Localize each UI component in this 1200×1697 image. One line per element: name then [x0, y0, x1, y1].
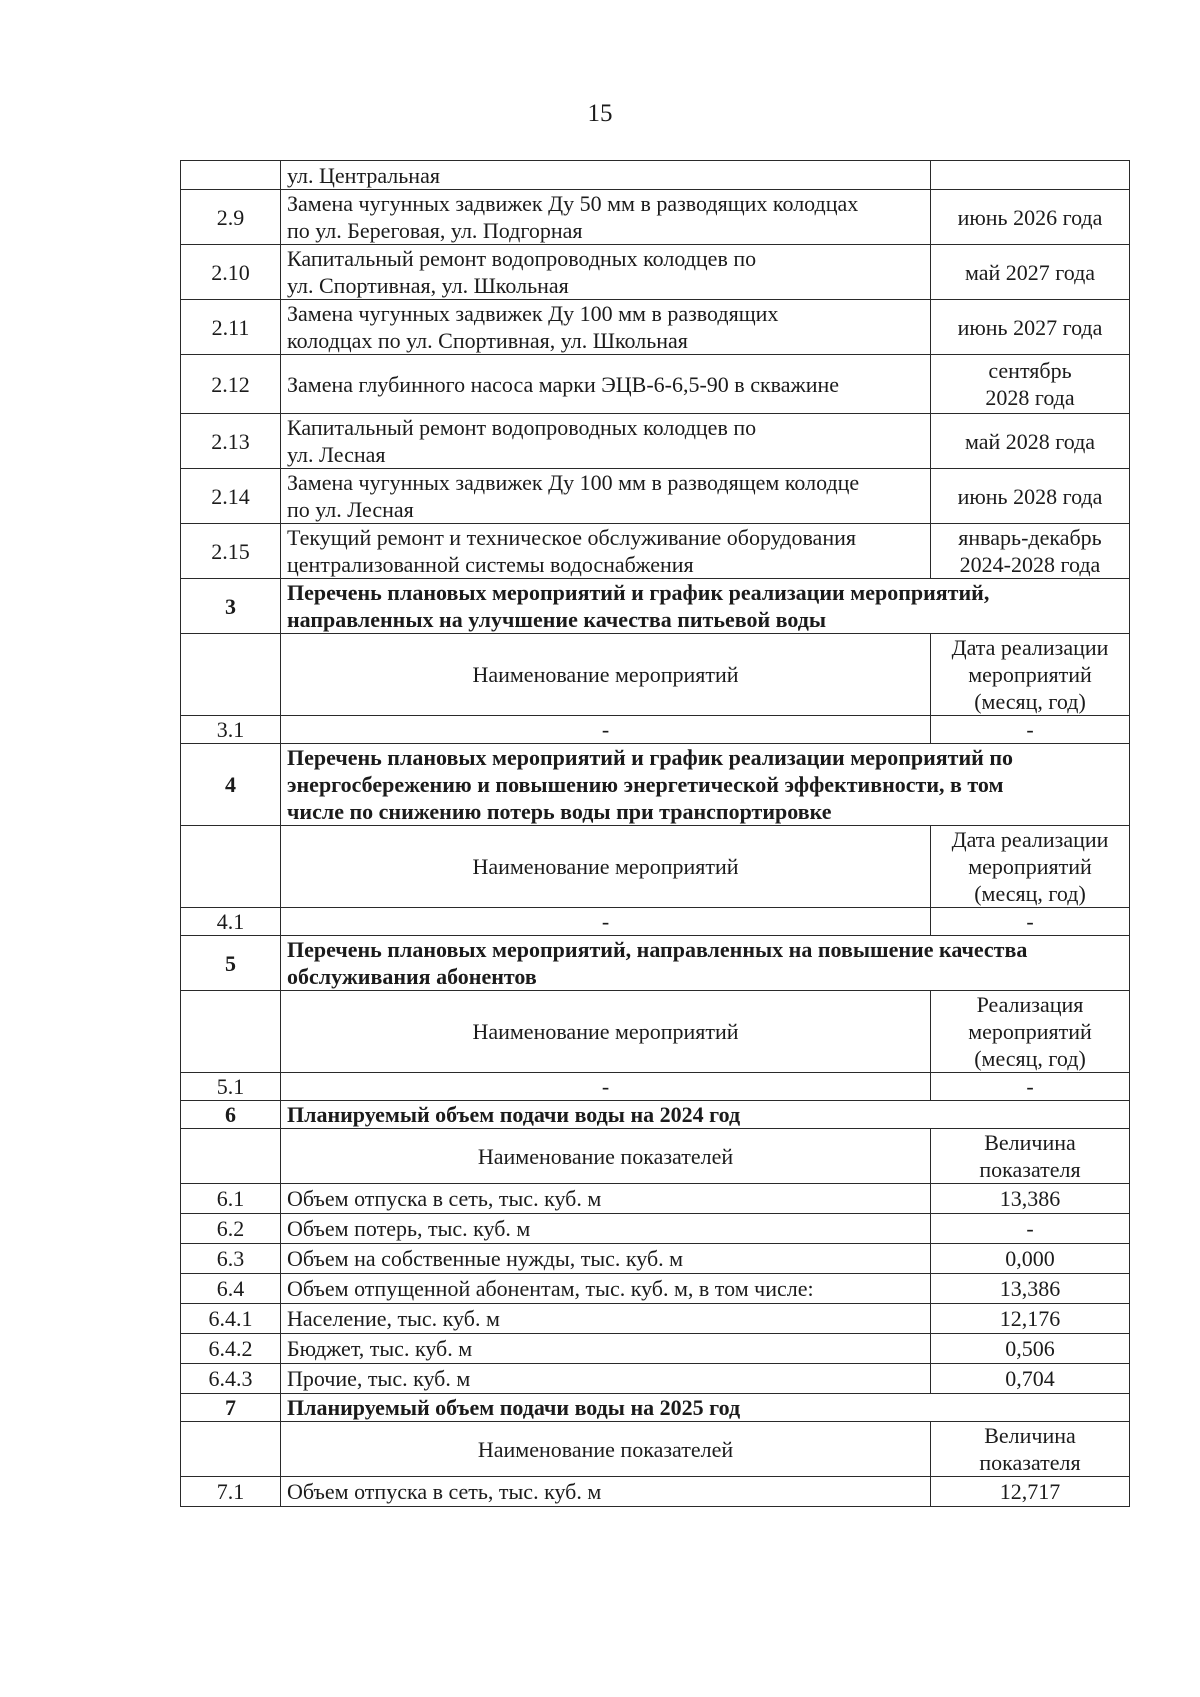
- section-header-row: [181, 1101, 1130, 1129]
- table-row: [181, 1477, 1130, 1507]
- column-header-name: Наименование показателей: [281, 1129, 931, 1184]
- column-header-row: [181, 1422, 1130, 1477]
- section-header-row: [181, 579, 1130, 634]
- table-row: [181, 1364, 1130, 1394]
- row-number: 6.4.1: [181, 1304, 281, 1334]
- table-row: [181, 524, 1130, 579]
- row-number: 4.1: [181, 908, 281, 936]
- row-name: Бюджет, тыс. куб. м: [281, 1334, 931, 1364]
- table-row: [181, 716, 1130, 744]
- section-header-row: [181, 1394, 1130, 1422]
- row-name: Прочие, тыс. куб. м: [281, 1364, 931, 1394]
- row-number: 2.11: [181, 300, 281, 355]
- row-name: Капитальный ремонт водопроводных колодцев по ул. Спортивная, ул. Школьная: [281, 245, 931, 300]
- row-date: -: [931, 1073, 1130, 1101]
- row-name: Замена чугунных задвижек Ду 50 мм в разводящих колодцах по ул. Береговая, ул. Подгорная: [281, 190, 931, 245]
- row-value: 0,506: [931, 1334, 1130, 1364]
- row-value: 0,704: [931, 1364, 1130, 1394]
- row-name: Замена чугунных задвижек Ду 100 мм в разводящем колодце по ул. Лесная: [281, 469, 931, 524]
- row-number: 6.1: [181, 1184, 281, 1214]
- column-header-name: Наименование мероприятий: [281, 991, 931, 1073]
- section-number: 5: [181, 936, 281, 991]
- row-date: сентябрь 2028 года: [931, 355, 1130, 414]
- table-row: [181, 1244, 1130, 1274]
- row-number: 6.4: [181, 1274, 281, 1304]
- row-date: июнь 2026 года: [931, 190, 1130, 245]
- row-number: 2.13: [181, 414, 281, 469]
- column-header-row: [181, 826, 1130, 908]
- row-number: 5.1: [181, 1073, 281, 1101]
- section-title: Планируемый объем подачи воды на 2025 год: [281, 1394, 1130, 1422]
- row-name: Население, тыс. куб. м: [281, 1304, 931, 1334]
- row-date: июнь 2027 года: [931, 300, 1130, 355]
- row-number: [181, 161, 281, 190]
- column-header-row: [181, 634, 1130, 716]
- row-date: май 2028 года: [931, 414, 1130, 469]
- row-number: 7.1: [181, 1477, 281, 1507]
- row-name: Замена глубинного насоса марки ЭЦВ-6-6,5-90 в скважине: [281, 355, 931, 414]
- table-row: [181, 161, 1130, 190]
- row-date: январь-декабрь 2024-2028 года: [931, 524, 1130, 579]
- row-date: июнь 2028 года: [931, 469, 1130, 524]
- row-value: 12,717: [931, 1477, 1130, 1507]
- row-number: 2.12: [181, 355, 281, 414]
- section-number: 7: [181, 1394, 281, 1422]
- table-row: [181, 300, 1130, 355]
- section-number: 4: [181, 744, 281, 826]
- row-name: Замена чугунных задвижек Ду 100 мм в разводящих колодцах по ул. Спортивная, ул. Школьная: [281, 300, 931, 355]
- table-row: [181, 355, 1130, 414]
- page-number: 15: [587, 100, 613, 127]
- row-name: Текущий ремонт и техническое обслуживание оборудования централизованной системы водоснабжения: [281, 524, 931, 579]
- section-title: Перечень плановых мероприятий и график реализации мероприятий, направленных на улучшение качества питьевой воды: [281, 579, 1130, 634]
- row-value: 0,000: [931, 1244, 1130, 1274]
- table-row: [181, 1073, 1130, 1101]
- row-number: 2.10: [181, 245, 281, 300]
- row-name: -: [281, 1073, 931, 1101]
- section-number: 3: [181, 579, 281, 634]
- table-row: [181, 245, 1130, 300]
- row-name: Объем отпуска в сеть, тыс. куб. м: [281, 1477, 931, 1507]
- row-name: -: [281, 716, 931, 744]
- row-number: 6.3: [181, 1244, 281, 1274]
- column-header-value: Величина показателя: [931, 1129, 1130, 1184]
- table-row: [181, 469, 1130, 524]
- section-header-row: [181, 936, 1130, 991]
- column-header-date: Дата реализации мероприятий (месяц, год): [931, 826, 1130, 908]
- column-header-name: Наименование мероприятий: [281, 826, 931, 908]
- row-name: Капитальный ремонт водопроводных колодцев по ул. Лесная: [281, 414, 931, 469]
- table-row: [181, 1334, 1130, 1364]
- table-row: [181, 190, 1130, 245]
- row-date: май 2027 года: [931, 245, 1130, 300]
- column-header-name: Наименование показателей: [281, 1422, 931, 1477]
- column-header-date: Реализация мероприятий (месяц, год): [931, 991, 1130, 1073]
- row-number: 6.4.2: [181, 1334, 281, 1364]
- row-name: -: [281, 908, 931, 936]
- section-title: Перечень плановых мероприятий, направленных на повышение качества обслуживания абонентов: [281, 936, 1130, 991]
- section-number: 6: [181, 1101, 281, 1129]
- column-header-row: [181, 1129, 1130, 1184]
- table-row: [181, 1184, 1130, 1214]
- row-number: 2.14: [181, 469, 281, 524]
- table-row: [181, 1214, 1130, 1244]
- section-title: Перечень плановых мероприятий и график реализации мероприятий по энергосбережению и повышению энергетической эффективности, в том числе по снижению потерь воды при транспортировке: [281, 744, 1130, 826]
- row-value: -: [931, 1214, 1130, 1244]
- row-value: 13,386: [931, 1184, 1130, 1214]
- row-date: [931, 161, 1130, 190]
- row-date: -: [931, 908, 1130, 936]
- table-row: [181, 1274, 1130, 1304]
- column-header-value: Величина показателя: [931, 1422, 1130, 1477]
- row-number: 6.2: [181, 1214, 281, 1244]
- row-value: 12,176: [931, 1304, 1130, 1334]
- column-header-row: [181, 991, 1130, 1073]
- row-name: Объем на собственные нужды, тыс. куб. м: [281, 1244, 931, 1274]
- row-value: 13,386: [931, 1274, 1130, 1304]
- row-number: 2.9: [181, 190, 281, 245]
- table-row: [181, 414, 1130, 469]
- table-row: [181, 1304, 1130, 1334]
- row-name: Объем отпуска в сеть, тыс. куб. м: [281, 1184, 931, 1214]
- column-header-date: Дата реализации мероприятий (месяц, год): [931, 634, 1130, 716]
- row-name: ул. Центральная: [281, 161, 931, 190]
- row-number: 6.4.3: [181, 1364, 281, 1394]
- table-row: [181, 908, 1130, 936]
- section-title: Планируемый объем подачи воды на 2024 год: [281, 1101, 1130, 1129]
- row-date: -: [931, 716, 1130, 744]
- row-number: 2.15: [181, 524, 281, 579]
- row-name: Объем потерь, тыс. куб. м: [281, 1214, 931, 1244]
- row-number: 3.1: [181, 716, 281, 744]
- row-name: Объем отпущенной абонентам, тыс. куб. м, в том числе:: [281, 1274, 931, 1304]
- column-header-name: Наименование мероприятий: [281, 634, 931, 716]
- measures-table: [180, 160, 1130, 1507]
- section-header-row: [181, 744, 1130, 826]
